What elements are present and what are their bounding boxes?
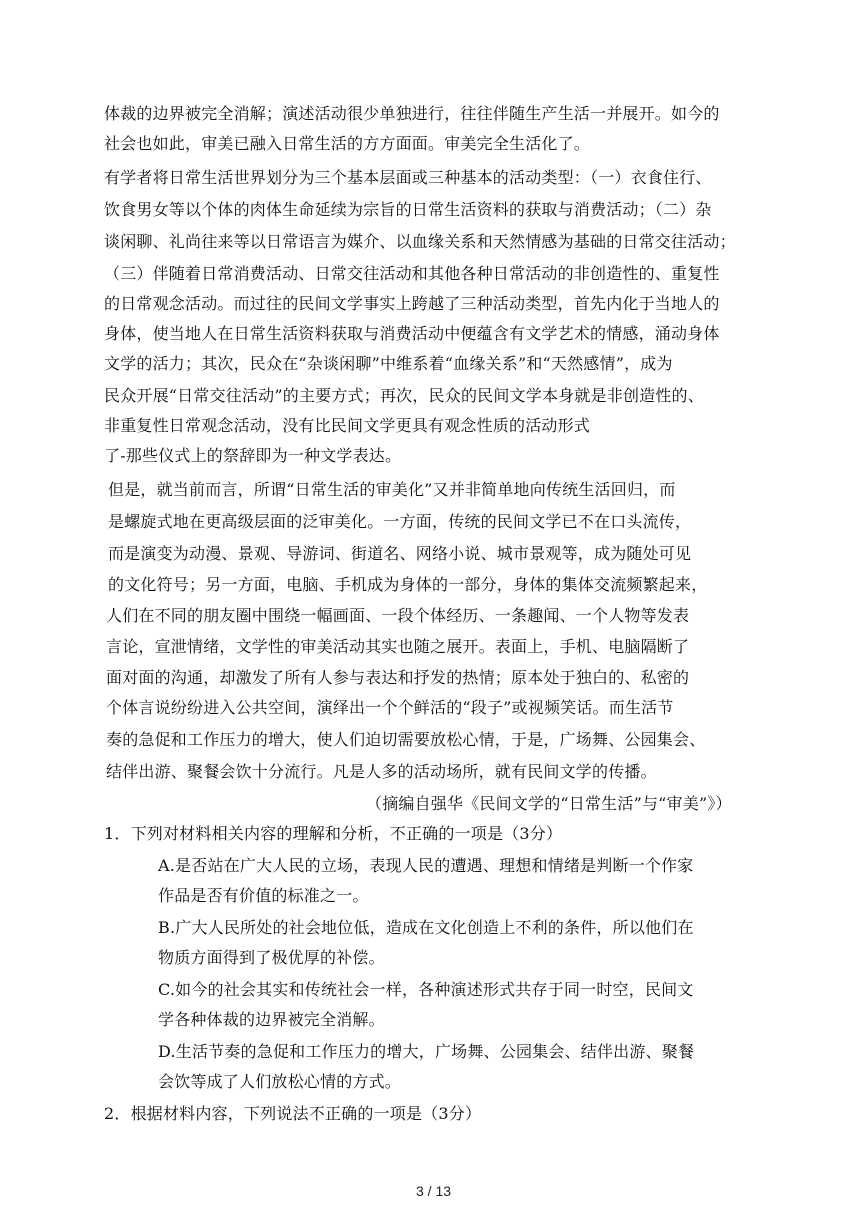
passage-line: 社会也如此，审美已融入日常生活的方方面面。审美完全生活化了。 bbox=[104, 134, 591, 153]
passage-line: 有学者将日常生活世界划分为三个基本层面或三种基本的活动类型：（一）衣食住行、 bbox=[104, 168, 712, 187]
page-separator: / bbox=[427, 1183, 432, 1199]
question-1-option-d: D.生活节奏的急促和工作压力的增大，广场舞、公园集会、结伴出游、聚餐 bbox=[158, 1042, 695, 1061]
question-1-option-c: C.如今的社会其实和传统社会一样，各种演述形式共存于同一时空，民间文 bbox=[158, 980, 694, 999]
passage-line: 人们在不同的朋友圈中围绕一幅画面、一段个体经历、一条趣闻、一个人物等发表 bbox=[106, 606, 690, 625]
passage-line: （三）伴随着日常消费活动、日常交往活动和其他各种日常活动的非创造性的、重复性 bbox=[104, 264, 720, 283]
passage-line: 奏的急促和工作压力的增大，使人们迫切需要放松心情，于是，广场舞、公园集会、 bbox=[106, 730, 706, 749]
question-1-option-a-cont: 作品是否有价值的标准之一。 bbox=[158, 886, 369, 905]
question-2-stem: 2．根据材料内容，下列说法不正确的一项是（3分） bbox=[104, 1104, 482, 1123]
passage-line: 了-那些仪式上的祭辞即为一种文学表达。 bbox=[104, 446, 402, 465]
passage-line: 非重复性日常观念活动，没有比民间文学更具有观念性质的活动形式 bbox=[104, 416, 591, 435]
passage-line: 但是，就当前而言，所谓“日常生活的审美化”又并非简单地向传统生活回归，而 bbox=[108, 480, 676, 499]
passage-line: 文学的活力；其次，民众在“杂谈闲聊”中维系着“血缘关系”和“天然感情”，成为 bbox=[104, 354, 673, 373]
passage-line: 而是演变为动漫、景观、导游词、街道名、网络小说、城市景观等，成为随处可见 bbox=[108, 544, 692, 563]
passage-line: 饮食男女等以个体的肉体生命延续为宗旨的日常生活资料的获取与消费活动；（二）杂 bbox=[104, 200, 712, 219]
passage-line: 的文化符号；另一方面，电脑、手机成为身体的一部分，身体的集体交流频繁起来， bbox=[108, 575, 708, 594]
passage-line: 体裁的边界被完全消解；演述活动很少单独进行，往往伴随生产生活一并展开。如今的 bbox=[104, 104, 720, 123]
question-1-option-b: B.广大人民所处的社会地位低，造成在文化创造上不利的条件，所以他们在 bbox=[158, 918, 694, 937]
page-current: 3 bbox=[415, 1183, 424, 1199]
passage-line: 是螺旋式地在更高级层面的泛审美化。一方面，传统的民间文学已不在口头流传， bbox=[108, 512, 692, 531]
question-1-option-c-cont: 学各种体裁的边界被完全消解。 bbox=[158, 1010, 385, 1029]
passage-line: 的日常观念活动。而过往的民间文学事实上跨越了三种活动类型，首先内化于当地人的 bbox=[104, 294, 720, 313]
passage-line: 面对面的沟通，却激发了所有人参与表达和抒发的热情；原本处于独白的、私密的 bbox=[106, 668, 690, 687]
source-citation: （摘编自强华《民间文学的“日常生活”与“审美”》） bbox=[366, 794, 732, 813]
question-1-option-d-cont: 会饮等成了人们放松心情的方式。 bbox=[158, 1072, 402, 1091]
passage-line: 言论，宣泄情绪，文学性的审美活动其实也随之展开。表面上，手机、电脑隔断了 bbox=[106, 637, 690, 656]
passage-line: 民众开展“日常交往活动”的主要方式；再次，民众的民间文学本身就是非创造性的、 bbox=[104, 386, 704, 405]
question-1-stem: 1．下列对材料相关内容的理解和分析，不正确的一项是（3分） bbox=[104, 824, 563, 843]
passage-line: 结伴出游、聚餐会饮十分流行。凡是人多的活动场所，就有民间文学的传播。 bbox=[106, 762, 657, 781]
passage-line: 谈闲聊、礼尚往来等以日常语言为媒介、以血缘关系和天然情感为基础的日常交往活动； bbox=[104, 232, 736, 251]
passage-line: 身体，使当地人在日常生活资料获取与消费活动中便蕴含有文学艺术的情感，涌动身体 bbox=[104, 324, 720, 343]
page-total: 13 bbox=[435, 1183, 452, 1199]
page-number bbox=[0, 1183, 867, 1199]
passage-line: 个体言说纷纷进入公共空间，演绎出一个个鲜活的“段子”或视频笑话。而生活节 bbox=[106, 698, 674, 717]
question-1-option-a: A.是否站在广大人民的立场，表现人民的遭遇、理想和情绪是判断一个作家 bbox=[158, 856, 694, 875]
question-1-option-b-cont: 物质方面得到了极优厚的补偿。 bbox=[158, 948, 385, 967]
